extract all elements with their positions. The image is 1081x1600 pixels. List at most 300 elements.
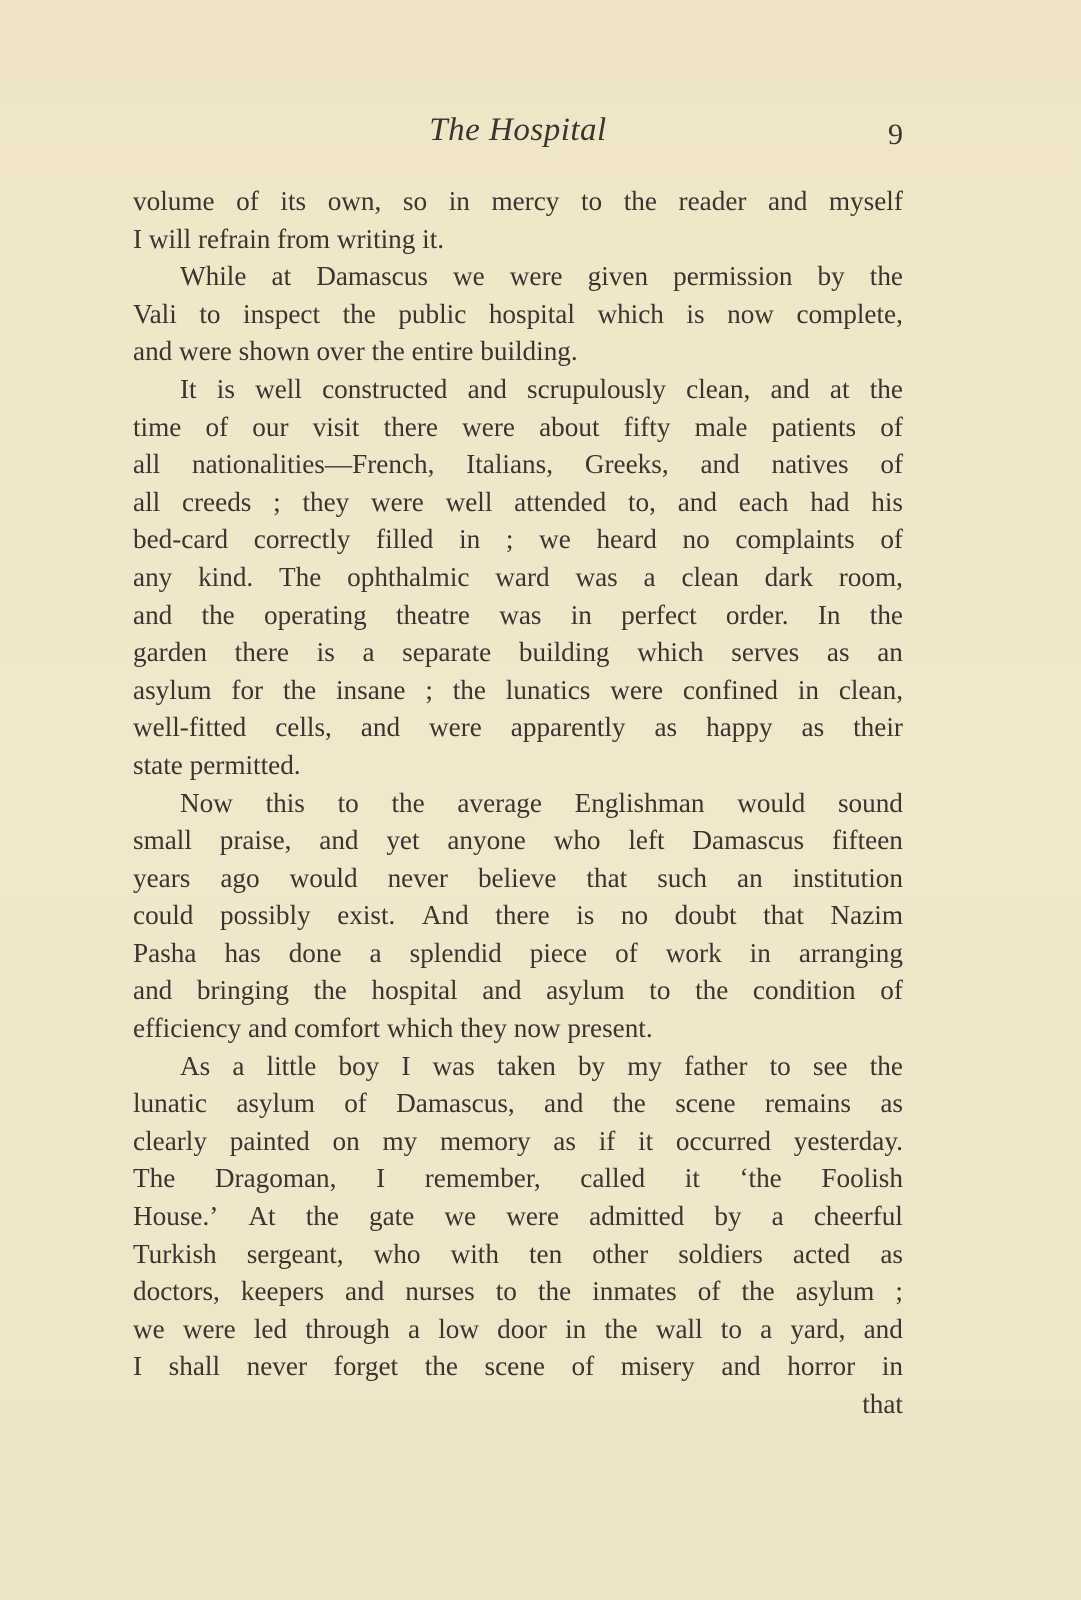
word: door [497, 1313, 547, 1344]
word: kind. [198, 561, 254, 592]
text-line [133, 371, 903, 409]
word: constructed [322, 373, 448, 404]
text-line [133, 1311, 903, 1349]
text-line [133, 1123, 903, 1161]
text-line [133, 747, 903, 785]
word: And [421, 900, 469, 931]
word: is [576, 900, 595, 931]
word: as [553, 1125, 576, 1156]
word: were [371, 486, 424, 517]
word: building [518, 637, 610, 668]
word: and [721, 1351, 761, 1382]
text-line [133, 672, 903, 710]
word: praise, [219, 825, 292, 856]
word: all [133, 486, 161, 517]
word: forget [333, 1351, 399, 1382]
word: Foolish [821, 1163, 903, 1194]
word: the [282, 674, 317, 705]
word: apparently [510, 712, 626, 743]
text-line [133, 484, 903, 522]
word: there [495, 900, 550, 931]
word: visit [312, 411, 360, 442]
word: and [360, 712, 401, 743]
word: the [424, 1351, 458, 1382]
word: time [133, 411, 182, 442]
word: a [232, 1050, 245, 1081]
word: to [495, 1276, 517, 1307]
text-line [133, 1198, 903, 1236]
word: lunatic [133, 1088, 207, 1119]
text-line [133, 972, 903, 1010]
word: fifteen [831, 825, 903, 856]
word: clean [681, 561, 739, 592]
word: the [623, 186, 657, 216]
word: of [880, 411, 903, 442]
word: yard, [790, 1313, 846, 1344]
text-line [133, 559, 903, 597]
word: complaints [735, 524, 855, 555]
word: is [686, 298, 705, 329]
word: we [444, 1201, 477, 1232]
word: the [452, 674, 486, 705]
word: garden [133, 637, 207, 668]
word: as [880, 1088, 903, 1119]
word: and [482, 975, 522, 1006]
page-number: 9 [888, 118, 903, 151]
word: led [253, 1313, 288, 1344]
word: exist. [337, 900, 396, 931]
word: this [265, 787, 305, 818]
word: Italians, [466, 449, 554, 480]
word: a [760, 1313, 773, 1344]
word: and [700, 449, 740, 480]
word: operating [264, 599, 367, 630]
word: remains [764, 1088, 851, 1119]
word: and [770, 373, 810, 404]
word: an [877, 637, 903, 668]
word: sergeant, [246, 1238, 344, 1269]
word: clean, [686, 373, 751, 404]
word: of [236, 186, 259, 216]
word: the [342, 298, 376, 329]
word: had [810, 486, 850, 517]
word: we [539, 524, 571, 555]
word: average [457, 787, 542, 818]
word: other [592, 1238, 649, 1269]
word: father [684, 1050, 748, 1081]
text-line [133, 634, 903, 672]
word: shall [168, 1351, 221, 1382]
word: our [252, 411, 289, 442]
word: bringing [196, 975, 290, 1006]
word: to [720, 1313, 742, 1344]
word: that [586, 862, 628, 893]
word: I [376, 1163, 386, 1194]
text-line [133, 333, 903, 371]
word: Vali [133, 298, 177, 329]
word: hospital [488, 298, 575, 329]
word: little [266, 1050, 317, 1081]
text-line [133, 1236, 903, 1274]
word: painted [229, 1125, 310, 1156]
word: were [182, 1313, 236, 1344]
word: room, [838, 561, 903, 592]
text-line [133, 1160, 903, 1198]
word: At [248, 1201, 276, 1232]
text-line [133, 1048, 903, 1086]
word: mercy [491, 186, 560, 216]
word: in [565, 1313, 587, 1344]
word: to, [627, 486, 656, 517]
word: to [649, 975, 671, 1006]
word: well-fitted [133, 712, 247, 743]
text-line [133, 258, 903, 296]
word: see [812, 1050, 848, 1081]
word: clearly [133, 1125, 207, 1156]
word: to [580, 186, 603, 216]
word: and [467, 373, 507, 404]
word: such [657, 862, 708, 893]
word: Damascus [316, 261, 428, 292]
word: were [610, 674, 664, 705]
word: serves [731, 637, 800, 668]
word: boy [338, 1050, 380, 1081]
word: were [462, 411, 515, 442]
word: happy [706, 712, 773, 743]
word: of [880, 524, 903, 555]
word: by [817, 261, 845, 292]
word: is [316, 637, 335, 668]
word: perfect [621, 599, 697, 630]
text-line [133, 221, 903, 259]
word: the [741, 1276, 775, 1307]
word: who [553, 825, 601, 856]
running-head [133, 112, 903, 162]
word: it [684, 1163, 700, 1194]
word: in [448, 186, 470, 216]
word: and [319, 825, 359, 856]
word: and [677, 486, 717, 517]
word: a [369, 937, 382, 968]
word: arranging [798, 937, 903, 968]
word: Damascus, [396, 1088, 515, 1119]
word: nurses [405, 1276, 475, 1307]
word: were [429, 712, 482, 743]
word: to [199, 298, 221, 329]
word: work [665, 937, 722, 968]
word: sound [837, 787, 903, 818]
word: Englishman [574, 787, 705, 818]
word: the [695, 975, 729, 1006]
word: it [638, 1125, 654, 1156]
word: and [133, 599, 173, 630]
word: a [407, 1313, 421, 1344]
word: believe [477, 862, 557, 893]
word: ophthalmic [347, 561, 470, 592]
word: so [402, 186, 428, 216]
word: a [771, 1201, 784, 1232]
word: misery [620, 1351, 695, 1382]
word: never [387, 862, 448, 893]
word: attended [514, 486, 607, 517]
word: As [180, 1050, 211, 1081]
word: doctors, [133, 1276, 220, 1307]
text-line [133, 897, 903, 935]
word: as [826, 637, 850, 668]
word: filled [376, 524, 434, 555]
word: own, [327, 186, 382, 216]
word: I will refrain from writing it. [133, 223, 445, 254]
word: in [570, 599, 592, 630]
running-title: The Hospital [429, 112, 607, 148]
word: Turkish [133, 1238, 217, 1269]
word: called [580, 1163, 646, 1194]
word: hospital [371, 975, 458, 1006]
text-line [133, 822, 903, 860]
text-line [133, 183, 903, 221]
word: about [539, 411, 600, 442]
word: of [344, 1088, 367, 1119]
word: creeds [181, 486, 252, 517]
word: asylum [236, 1088, 315, 1119]
word: dark [764, 561, 813, 592]
word: at [271, 261, 292, 292]
word: separate [402, 637, 492, 668]
word: and [344, 1276, 385, 1307]
word: each [738, 486, 789, 517]
text-line [133, 409, 903, 447]
word: and [133, 975, 173, 1006]
word: Damascus [692, 825, 805, 856]
text-line [133, 521, 903, 559]
word: order. [725, 599, 789, 630]
word: their [853, 712, 903, 743]
word: condition [752, 975, 856, 1006]
word: low [438, 1313, 479, 1344]
word: was [499, 599, 542, 630]
word: we [453, 261, 485, 292]
word: the [201, 599, 235, 630]
word: taken [496, 1050, 556, 1081]
word: and [768, 186, 808, 216]
word: inmates [592, 1276, 677, 1307]
word: now [727, 298, 774, 329]
word: a [643, 561, 656, 592]
word: asylum [133, 674, 212, 705]
word: The [279, 561, 322, 592]
word: and [863, 1313, 903, 1344]
word: and [544, 1088, 584, 1119]
word: which [597, 298, 664, 329]
word: was [575, 561, 618, 592]
text-line [133, 1085, 903, 1123]
word: While [180, 261, 247, 292]
word: gate [369, 1201, 415, 1232]
word: of [880, 975, 903, 1006]
word: efficiency and comfort which they now present. [133, 1013, 653, 1044]
word: the [305, 1201, 339, 1232]
text-line [133, 1386, 903, 1424]
text-line [133, 860, 903, 898]
word: the [869, 261, 903, 292]
word: of [571, 1351, 595, 1382]
word: ; [895, 1276, 903, 1307]
word: heard [596, 524, 657, 555]
word: were [509, 261, 563, 292]
word: in [749, 937, 771, 968]
word: there [383, 411, 438, 442]
word: the [604, 1313, 638, 1344]
word: It [180, 373, 197, 404]
word: a [362, 637, 375, 668]
word: there [234, 637, 289, 668]
word: cells, [275, 712, 332, 743]
word: the [391, 787, 425, 818]
word: in [459, 524, 481, 555]
word: was [432, 1050, 475, 1081]
word: I [133, 1351, 143, 1382]
word: by [714, 1201, 742, 1232]
word: fifty [623, 411, 671, 442]
word: Dragoman, [214, 1163, 337, 1194]
word: left [628, 825, 665, 856]
word: remember, [424, 1163, 541, 1194]
word: theatre [395, 599, 470, 630]
word: would [289, 862, 358, 893]
word: asylum [546, 975, 625, 1006]
word: nationalities—French, [192, 449, 435, 480]
word: Nazim [830, 900, 903, 931]
word: bed-card [133, 524, 229, 555]
word: has [224, 937, 261, 968]
word: years [133, 862, 191, 893]
word: of [697, 1276, 721, 1307]
word: soldiers [678, 1238, 763, 1269]
word: insane [336, 674, 406, 705]
word: ; [505, 524, 514, 555]
word: at [829, 373, 850, 404]
text-line [133, 296, 903, 334]
word: memory [439, 1125, 531, 1156]
word: ; [273, 486, 281, 517]
word: which [637, 637, 704, 668]
word: clean, [838, 674, 903, 705]
word: scene [675, 1088, 736, 1119]
word: splendid [409, 937, 502, 968]
word: no [682, 524, 710, 555]
word: the [869, 373, 903, 404]
word: the [612, 1088, 646, 1119]
word: with [450, 1238, 499, 1269]
word: they [302, 486, 350, 517]
word: Now [180, 787, 233, 818]
word: the [537, 1276, 572, 1307]
word: its [280, 186, 307, 216]
word: of [615, 937, 638, 968]
word: as [654, 712, 678, 743]
word: natives [771, 449, 849, 480]
word: never [246, 1351, 308, 1382]
word: no [620, 900, 649, 931]
word: asylum [795, 1276, 875, 1307]
word: permission [673, 261, 793, 292]
word: of [205, 411, 229, 442]
word: correctly [253, 524, 351, 555]
word: cheerful [813, 1201, 903, 1232]
word: is [216, 373, 235, 404]
word: House.’ [133, 1201, 219, 1232]
word: well [255, 373, 302, 404]
text-line [133, 1010, 903, 1048]
word: keepers [240, 1276, 324, 1307]
text-line [133, 709, 903, 747]
word: I [401, 1050, 411, 1081]
word: scene [484, 1351, 545, 1382]
word: doubt [674, 900, 737, 931]
word: public [398, 298, 467, 329]
word: occurred [675, 1125, 772, 1156]
word: reader [678, 186, 747, 216]
word: on [332, 1125, 360, 1156]
word: for [231, 674, 264, 705]
word: we [133, 1313, 165, 1344]
word: done [288, 937, 342, 968]
word: that [763, 900, 804, 931]
word: complete, [796, 298, 903, 329]
word: as [801, 712, 825, 743]
word: to [337, 787, 359, 818]
word: ‘the [739, 1163, 782, 1194]
word: wall [655, 1313, 703, 1344]
word: would [737, 787, 806, 818]
word: the [869, 599, 903, 630]
word: that [862, 1389, 903, 1419]
text-line [133, 1273, 903, 1311]
word: to [769, 1050, 791, 1081]
word: acted [792, 1238, 851, 1269]
word: any [133, 561, 173, 592]
text-line [133, 785, 903, 823]
text-line [133, 935, 903, 973]
word: in [797, 674, 819, 705]
word: my [382, 1125, 418, 1156]
word: small [133, 825, 192, 856]
word: in [881, 1351, 903, 1382]
word: my [627, 1050, 662, 1081]
word: the [869, 1050, 903, 1081]
word: given [587, 261, 649, 292]
word: ten [529, 1238, 563, 1269]
word: and were shown over the entire building. [133, 336, 578, 367]
word: who [373, 1238, 421, 1269]
word: horror [787, 1351, 856, 1382]
word: an [737, 862, 763, 893]
word: ago [220, 862, 260, 893]
word: confined [682, 674, 778, 705]
word: inspect [243, 298, 321, 329]
word: state permitted. [133, 749, 301, 780]
word: his [871, 486, 903, 517]
word: In [817, 599, 841, 630]
word: well [445, 486, 493, 517]
word: by [577, 1050, 606, 1081]
word: scrupulously [527, 373, 666, 404]
word: male [694, 411, 748, 442]
word: lunatics [505, 674, 591, 705]
word: myself [828, 186, 903, 216]
word: piece [529, 937, 588, 968]
word: institution [792, 862, 903, 893]
